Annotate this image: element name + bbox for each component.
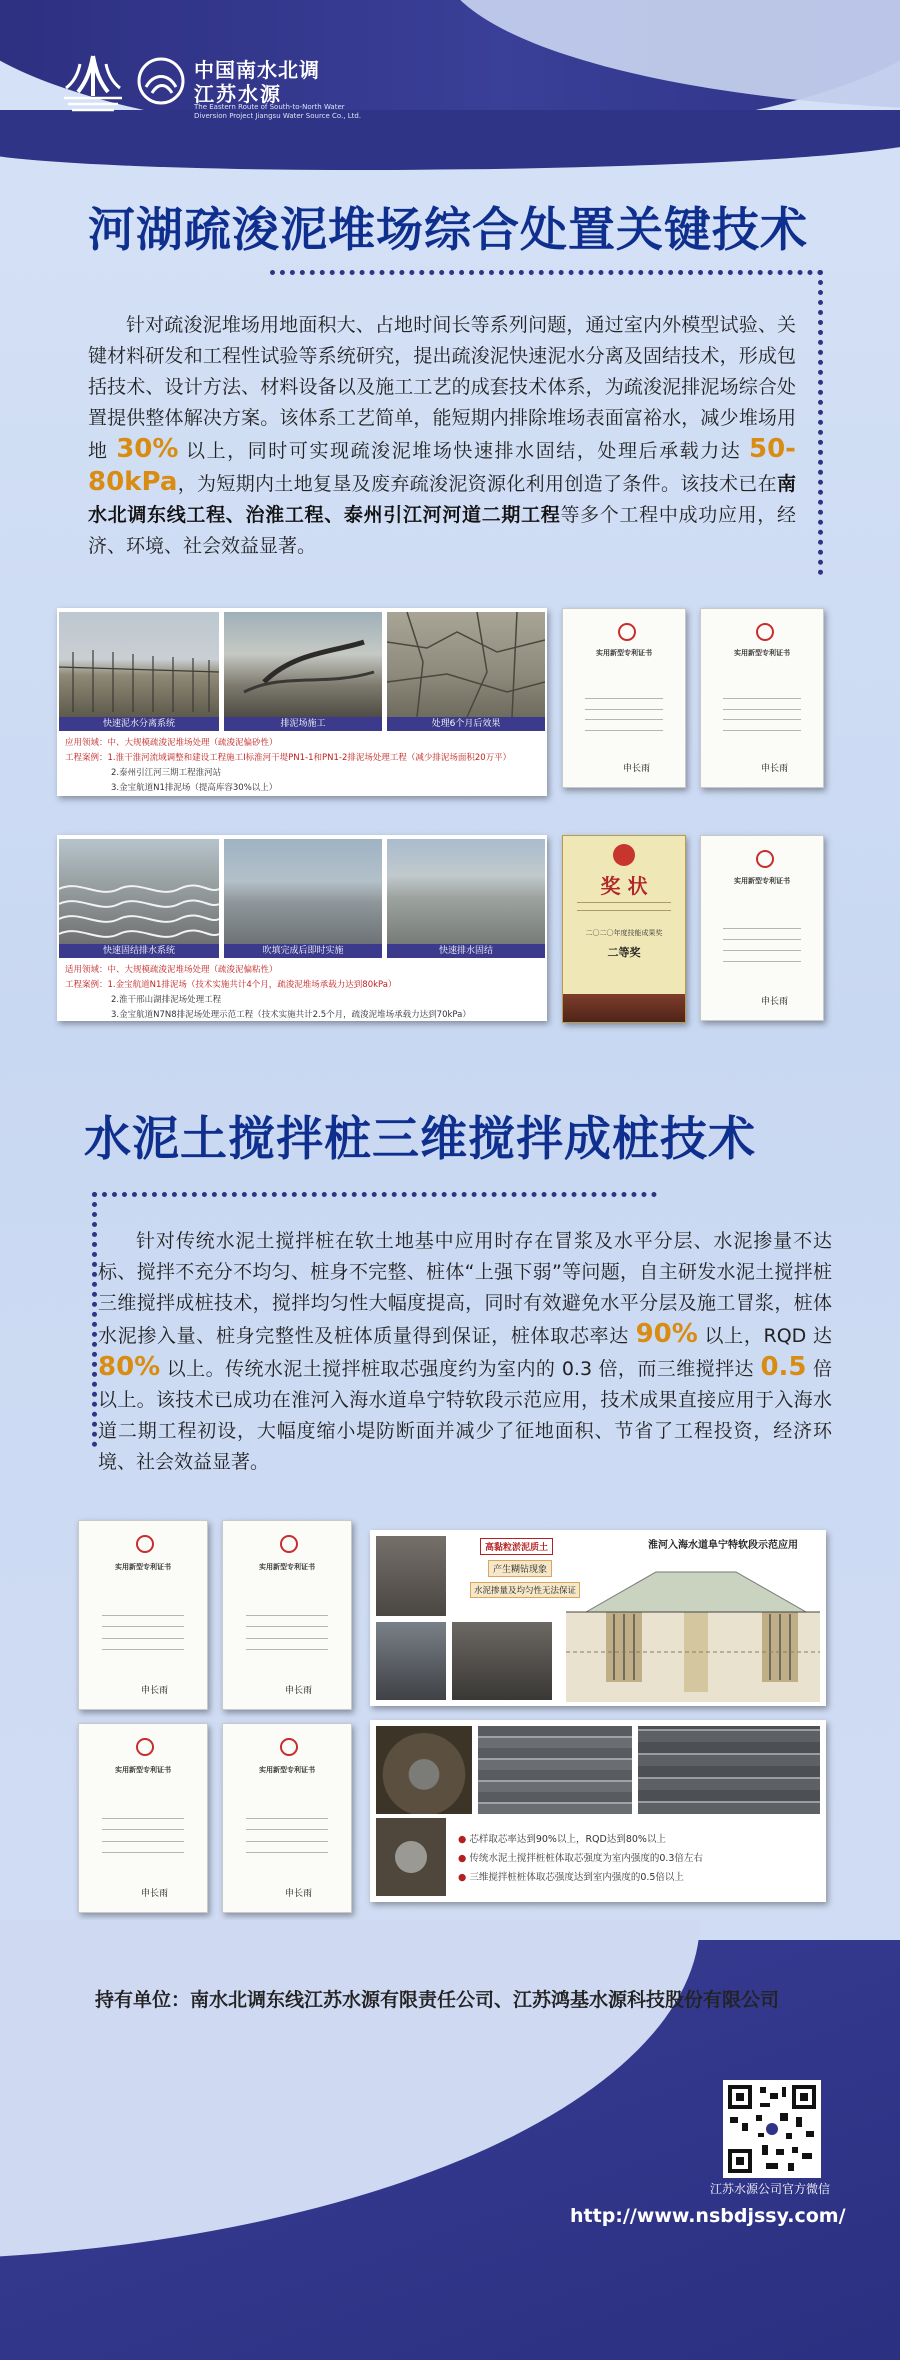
core-bullet-2: 传统水泥土搅拌桩桩体取芯强度为室内强度的0.3倍左右 [469, 1853, 703, 1864]
qr-caption: 江苏水源公司官方微信 [709, 2182, 830, 2196]
org-name-cn: 中国南水北调 [194, 58, 320, 82]
patent-certificate-6: 实用新型专利证书 申长雨 [78, 1723, 208, 1913]
s2-text-1: 针对传统水泥土搅拌桩在软土地基中应用时存在冒浆及水平分层、水泥掺量不达标、搅拌不充分不均匀、桩身不完整、桩体“上强下弱”等问题，自主研发水泥土搅拌桩三维搅拌成桩技术，搅拌均匀性大幅度提高，同时有效避免水平分层及施工冒浆，桩体水泥掺入量、桩身完整性及桩体质量得到保证，桩体取芯率达 [98, 1230, 832, 1347]
section1-paragraph [88, 310, 796, 562]
photo-drill-3 [452, 1622, 552, 1700]
wechat-qr-code[interactable] [723, 2080, 821, 2178]
section-diagram [566, 1552, 820, 1702]
s2-text-2: 以上，RQD 达 [704, 1325, 832, 1347]
header-band [0, 110, 900, 170]
tag-clogging: 产生糊钻现象 [488, 1560, 552, 1577]
patent-title-4: 实用新型专利证书 [115, 1563, 171, 1572]
photo-construction [224, 612, 382, 717]
section1-title: 河湖疏浚泥堆场综合处置关键技术 [88, 203, 808, 258]
case-card-1 [57, 608, 547, 796]
patent-title-5: 实用新型专利证书 [259, 1563, 315, 1572]
s1-text-2: 以上，同时可实现疏浚泥堆场快速排水固结，处理后承载力达 [186, 440, 742, 462]
website-url[interactable]: http://www.nsbdjssy.com/ [570, 2205, 846, 2227]
nsbd-logo-icon [60, 52, 126, 114]
patent-certificate-2: 实用新型专利证书 申长雨 [700, 608, 824, 788]
s1-highlight-30: 30% [116, 434, 179, 464]
patent-certificate-3: 实用新型专利证书 申长雨 [700, 835, 824, 1021]
caption-3: 处理6个月后效果 [387, 717, 545, 731]
caption-5: 吹填完成后即时实施 [224, 944, 382, 958]
qr-code-icon [726, 2083, 818, 2175]
s2-text-3: 以上。传统水泥土搅拌桩取芯强度约为室内的 0.3 倍，而三维搅拌达 [166, 1358, 754, 1380]
case-card-2 [57, 835, 547, 1021]
award-certificate [562, 835, 686, 1023]
demo-diagram-card [370, 1530, 826, 1706]
photo-core-samples-2 [638, 1726, 820, 1814]
core-sample-card [370, 1720, 826, 1902]
jsws-logo-icon [136, 55, 186, 107]
card2-note-case3: 3.金宝航道N7N8排泥场处理示范工程（技术实施共计2.5个月，疏浚泥堆场承载力达到70kPa） [111, 1010, 471, 1020]
section2-title: 水泥土搅拌桩三维搅拌成桩技术 [84, 1112, 756, 1167]
award-grade: 二等奖 [607, 946, 641, 959]
award-title: 奖 状 [600, 874, 648, 898]
s1-text-4: 等多个工程中成功应用，经济、环境、社会效益显著。 [88, 504, 796, 557]
photo-fast-drainage [387, 839, 545, 944]
photo-pile-section [376, 1818, 446, 1896]
tag-uniformity: 水泥掺量及均匀性无法保证 [470, 1582, 580, 1598]
photo-after-filling [224, 839, 382, 944]
patent-title-7: 实用新型专利证书 [259, 1766, 315, 1775]
patent-certificate-7: 实用新型专利证书 申长雨 [222, 1723, 352, 1913]
card2-note-case2: 2.淮干邢山湖排泥场处理工程 [111, 995, 222, 1005]
patent-certificate-1: 实用新型专利证书 申长雨 [562, 608, 686, 788]
owner-units: 持有单位：南水北调东线江苏水源有限责任公司、江苏鸿基水源科技股份有限公司 [95, 1989, 780, 2011]
patent-title-2: 实用新型专利证书 [734, 649, 790, 658]
photo-drill-2 [376, 1622, 446, 1700]
s1-highlight-kpa: 50-80kPa [88, 434, 796, 497]
photo-6-months-effect [387, 612, 545, 717]
patent-title-6: 实用新型专利证书 [115, 1766, 171, 1775]
org-name-en: The Eastern Route of South-to-North Water Diversion Project Jiangsu Water Source Co., Ltd. [194, 103, 362, 120]
photo-drill-1 [376, 1536, 446, 1616]
award-line: 二〇二〇年度技能成果奖 [585, 929, 663, 937]
s1-text-1: 针对疏浚泥堆场用地面积大、占地时间长等系列问题，通过室内外模型试验、关键材料研发和工程性试验等系统研究，提出疏浚泥快速泥水分离及固结技术，形成包括技术、设计方法、材料设备以及施工工艺的成套技术体系，为疏浚泥排泥场综合处置提供整体解决方案。该体系工艺简单，能短期内排除堆场表面富裕水，减少堆场用地 [88, 314, 796, 462]
tag-soft-soil: 高黏粒淤泥质土 [480, 1538, 553, 1555]
org-sub-name: 江苏水源 [194, 82, 282, 106]
patent-certificate-5: 实用新型专利证书 申长雨 [222, 1520, 352, 1710]
caption-4: 快速固结排水系统 [59, 944, 219, 958]
patent-title-1: 实用新型专利证书 [596, 649, 652, 658]
photo-separation-system [59, 612, 219, 717]
photo-drainage-system [59, 839, 219, 944]
card2-note-case1: 工程案例：1.金宝航道N1排泥场（技术实施共计4个月，疏浚泥堆场承载力达到80kPa） [65, 980, 397, 990]
s2-text-4: 倍以上。该技术已成功在淮河入海水道阜宁特软段示范应用，技术成果直接应用于入海水道二期工程初设，大幅度缩小堤防断面并减少了征地面积、节省了工程投资，经济环境、社会效益显著。 [98, 1358, 833, 1473]
card2-notes [65, 963, 543, 1023]
photo-pile-top [376, 1726, 472, 1814]
s2-highlight-80: 80% [98, 1352, 161, 1382]
photo-core-samples-1 [478, 1726, 632, 1814]
card1-note-case3: 3.金宝航道N1排泥场（提高库容30%以上） [111, 783, 278, 793]
award-emblem-icon [613, 844, 635, 866]
core-bullet-1: 芯样取芯率达到90%以上，RQD达到80%以上 [469, 1834, 666, 1845]
patent-title-3: 实用新型专利证书 [734, 877, 790, 886]
caption-6: 快速排水固结 [387, 944, 545, 958]
caption-2: 排泥场施工 [224, 717, 382, 731]
diagram-title: 淮河入海水道阜宁特软段示范应用 [648, 1540, 798, 1551]
s1-bold-projects: 南水北调东线工程、治淮工程、泰州引江河河道二期工程 [88, 473, 796, 526]
card2-note-field: 适用领域：中、大规模疏浚泥堆场处理（疏浚泥偏粘性） [65, 965, 278, 975]
s2-highlight-90: 90% [635, 1319, 698, 1349]
s1-text-3: ，为短期内土地复垦及废弃疏浚泥资源化利用创造了条件。该技术已在 [177, 473, 777, 495]
section2-paragraph [98, 1226, 832, 1478]
core-bullets: ● 芯样取芯率达到90%以上，RQD达到80%以上 ● 传统水泥土搅拌桩桩体取芯强度为室内强度的0.3倍左右 ● 三维搅拌桩桩体取芯强度达到室内强度的0.5倍以上 [458, 1834, 703, 1883]
card1-note-field: 应用领域：中、大规模疏浚泥堆场处理（疏浚泥偏砂性） [65, 738, 278, 748]
core-bullet-3: 三维搅拌桩桩体取芯强度达到室内强度的0.5倍以上 [469, 1872, 684, 1883]
card1-note-case1: 工程案例：1.淮干淮河流域调整和建设工程施工I标淮河干堤PN1-1和PN1-2排泥场处理工程（减少排泥场面积20万平） [65, 753, 512, 763]
card1-note-case2: 2.泰州引江河三期工程淮河站 [111, 768, 222, 778]
caption-1: 快速泥水分离系统 [59, 717, 219, 731]
s2-highlight-05: 0.5 [760, 1352, 807, 1382]
card1-notes [65, 736, 543, 796]
patent-certificate-4: 实用新型专利证书 申长雨 [78, 1520, 208, 1710]
